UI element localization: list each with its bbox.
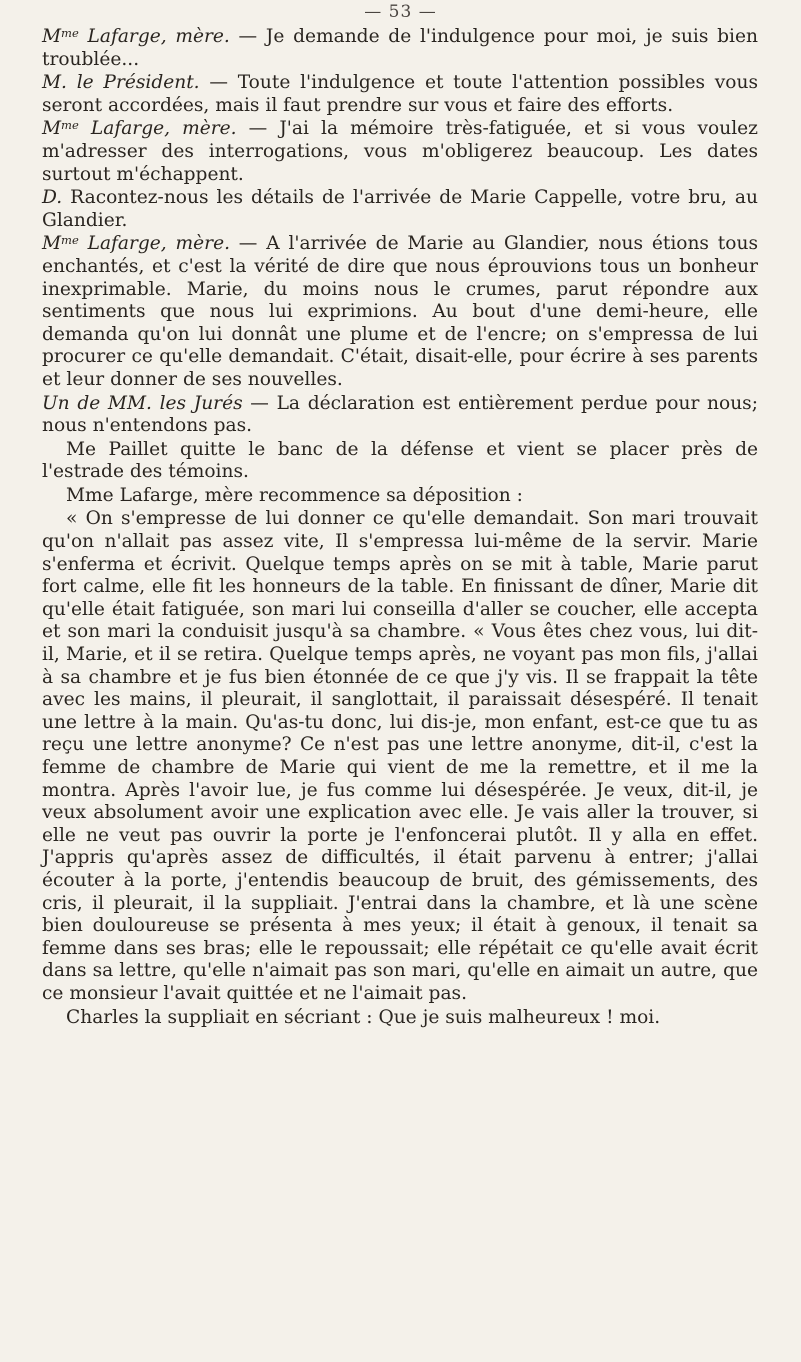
speaker-name: Un de MM. les Jurés: [42, 392, 243, 414]
paragraph-2: M. le Président. — Toute l'indulgence et toute l'attention possibles vous seront accordées, mais il faut prendre sur vous et faire des efforts.: [42, 72, 758, 116]
paragraph-9: « On s'empresse de lui donner ce qu'elle demandait. Son mari trouvait qu'on n'allait pas assez vite, Il s'empressa lui-même de la servir. Marie s'enferma et écrivit. Quelque temps après on se mit à table, Marie parut fort calme, elle fit les honneurs de la table. En finissant de dîner, Marie dit qu'elle était fatiguée, son mari lui conseilla d'aller se coucher, elle accepta et son mari la conduisit jusqu'à sa chambre. « Vous êtes chez vous, lui dit-il, Marie, et il se retira. Quelque temps après, ne voyant pas mon fils, j'allai à sa chambre et je fus bien étonnée de ce que j'y vis. Il se frappait la tête avec les mains, il pleurait, il sanglottait, il paraissait désespéré. Il tenait une lettre à la main. Qu'as-tu donc, lui dis-je, mon enfant, est-ce que tu as reçu une lettre anonyme? Ce n'est pas une lettre anonyme, dit-il, c'est la femme de chambre de Marie qui vient de me la remettre, et il me la montra. Après l'avoir lue, je fus comme lui désespérée. Je veux, dit-il, je veux absolument avoir une explication avec elle. Je vais aller la trouver, si elle ne veut pas ouvrir la porte je l'enfoncerai plutôt. Il y alla en effet. J'appris qu'après assez de difficultés, il était parvenu à entrer; j'allai écouter à la porte, j'entendis beaucoup de bruit, des gémissements, des cris, il pleurait, il la suppliait. J'entrai dans la chambre, et là une scène bien douloureuse se présenta à mes yeux; il était à genoux, il tenait sa femme dans ses bras; elle le repoussait; elle répétait ce qu'elle avait écrit dans sa lettre, qu'elle n'aimait pas son mari, qu'elle en aimait un autre, que ce monsieur l'avait quittée et ne l'aimait pas.: [42, 508, 758, 1004]
speaker-name: $M^{me}$ Lafarge, mère.: [42, 233, 230, 255]
speaker-name: D.: [42, 187, 63, 209]
paragraph-5: $M^{me}$ Lafarge, mère. — A l'arrivée de Marie au Glandier, nous étions tous enchantés, et c'est la vérité de dire que nous éprouvions tous un bonheur inexprimable. Marie, du moins nous le crumes, parut répondre aux sentiments que nous lui exprimions. Au bout d'une demi-heure, elle demanda qu'on lui donnât une plume et de l'encre; on s'empressa de lui procurer ce qu'elle demandait. C'était, disait-elle, pour écrire à ses parents et leur donner de ses nouvelles.: [42, 233, 758, 390]
paragraph-10: Charles la suppliait en sécriant : Que je suis malheureux ! moi.: [66, 1006, 661, 1028]
paragraph-8: Mme Lafarge, mère recommence sa déposition :: [66, 484, 523, 506]
speaker-name: $M^{me}$ Lafarge, mère.: [42, 118, 237, 140]
paragraph-7: Me Paillet quitte le banc de la défense et vient se placer près de l'estrade des témoins.: [42, 438, 758, 483]
page-text: [42, 26, 758, 1029]
speaker-name: M. le Président.: [42, 72, 200, 94]
page-number: — 53 —: [364, 2, 437, 22]
paragraph-6: Un de MM. les Jurés — La déclaration est entièrement perdue pour nous; nous n'entendons pas.: [42, 392, 758, 437]
paragraph-3: $M^{me}$ Lafarge, mère. — J'ai la mémoire très-fatiguée, et si vous voulez m'adresser des interrogations, vous m'obligerez beaucoup. Les dates surtout m'échappent.: [42, 118, 758, 185]
paragraph-4: D. Racontez-nous les détails de l'arrivée de Marie Cappelle, votre bru, au Glandier.: [42, 187, 758, 231]
paragraph-1: $M^{me}$ Lafarge, mère. — Je demande de l'indulgence pour moi, je suis bien troublée...: [42, 25, 758, 70]
speaker-name: $M^{me}$ Lafarge, mère.: [42, 25, 230, 47]
